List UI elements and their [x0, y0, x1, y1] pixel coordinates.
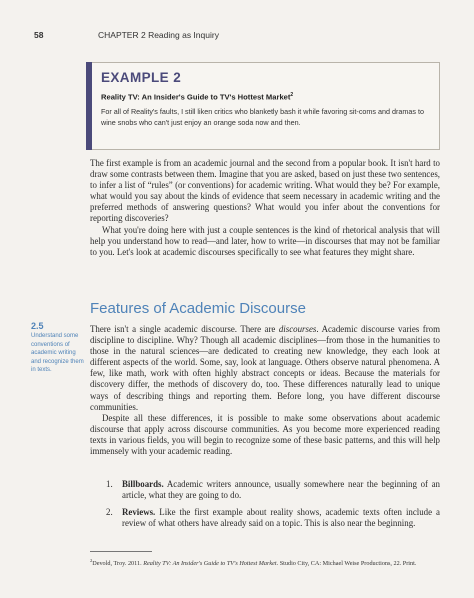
- footnote-divider: [90, 551, 152, 552]
- footnote: [90, 557, 440, 568]
- example-box: [86, 62, 440, 150]
- discourse-p1-start: There isn't a single academic discourse. There are: [90, 324, 279, 334]
- features-list: [106, 479, 440, 535]
- list-item-term: Billboards.: [122, 479, 164, 489]
- discourse-paragraph-1: [90, 324, 440, 413]
- list-item-number: 2.: [106, 507, 113, 518]
- section-heading: Features of Academic Discourse: [90, 300, 306, 317]
- discourse-p1-emphasis: discourses: [278, 324, 317, 334]
- example-footnote-mark: 2: [290, 92, 294, 98]
- list-item: [106, 479, 440, 501]
- intro-paragraph-1: The first example is from an academic journal and the second from a popular book. It isn't hard to draw some contrasts between them. Imagine that you are asked, based on just these two sentences, to infer a list of “rules” (or conventions) for academic writing. What would they be? For example, what would you say about the kinds of evidence that seem necessary in academic writing and the preferred methods of answering questions? What would you infer about the conventions for reporting discoveries?: [90, 158, 440, 224]
- footnote-text-after: . Studio City, CA: Michael Weise Productions, 22. Print.: [276, 560, 417, 568]
- footnote-title: Reality TV: An Insider's Guide to TV's Hottest Market: [143, 560, 277, 568]
- footnote-mark: 2: [90, 558, 93, 563]
- learning-objective-note: [31, 322, 87, 374]
- list-item-text: Like the first example about reality shows, academic texts often include a review of what others have already said on a topic. This is also near the beginning.: [122, 507, 440, 529]
- page-header: [34, 30, 219, 40]
- chapter-title: CHAPTER 2 Reading as Inquiry: [98, 30, 219, 40]
- intro-text: [90, 158, 440, 258]
- list-item-term: Reviews.: [122, 507, 156, 518]
- footnote-text-before: Devold, Troy. 2011.: [92, 560, 144, 568]
- intro-paragraph-2: What you're doing here with just a couple sentences is the kind of rhetorical analysis that will help you understand how to read—and later, how to write—in discourses that may not be familiar to you. Let's look at academic discourses specifically to see what features they might share.: [90, 224, 440, 257]
- objective-text: Understand some conventions of academic writing and recognize them in texts.: [31, 333, 84, 374]
- discourse-paragraph-2: Despite all these differences, it is possible to make some observations about academic discourse that apply across discourse communities. As you become more experienced reading texts in various fields, you will begin to recognize some of these basic patterns, and this will help immensely with your academic reading.: [90, 412, 440, 457]
- example-accent-bar: [86, 62, 92, 150]
- discourse-p1-rest: . Academic discourse varies from discipline to discipline. Why? Though all academic disciplines—from those in the humanities to those in the natural sciences—are dedicated to creating new knowledge, they each look at different aspects of the world. Some, say, look at language. Others observe natural phenomena. A few, like math, work with often highly abstract concepts or ideas. Because the materials for discovery differ, the methods of discovery do, too. These differences naturally lead to unique ways of describing things and reporting them. Before long, you have different discourse communities.: [90, 324, 441, 412]
- list-item-text: Academic writers announce, usually somewhere near the beginning of an article, what they are going to do.: [122, 479, 440, 501]
- objective-number: 2.5: [31, 321, 44, 331]
- example-title-text: Reality TV: An Insider's Guide to TV's Hottest Market: [101, 92, 291, 102]
- example-quote: For all of Reality's faults, I still liken critics who blanketly bash it while favoring sit-coms and dramas to wine snobs who can't just enjoy an orange soda now and then.: [101, 107, 424, 127]
- example-title: [101, 92, 293, 102]
- list-item-number: 1.: [106, 479, 113, 489]
- example-label: EXAMPLE 2: [101, 70, 182, 85]
- page-number: 58: [34, 30, 44, 40]
- list-item: [106, 507, 440, 529]
- discourse-text: [90, 324, 440, 457]
